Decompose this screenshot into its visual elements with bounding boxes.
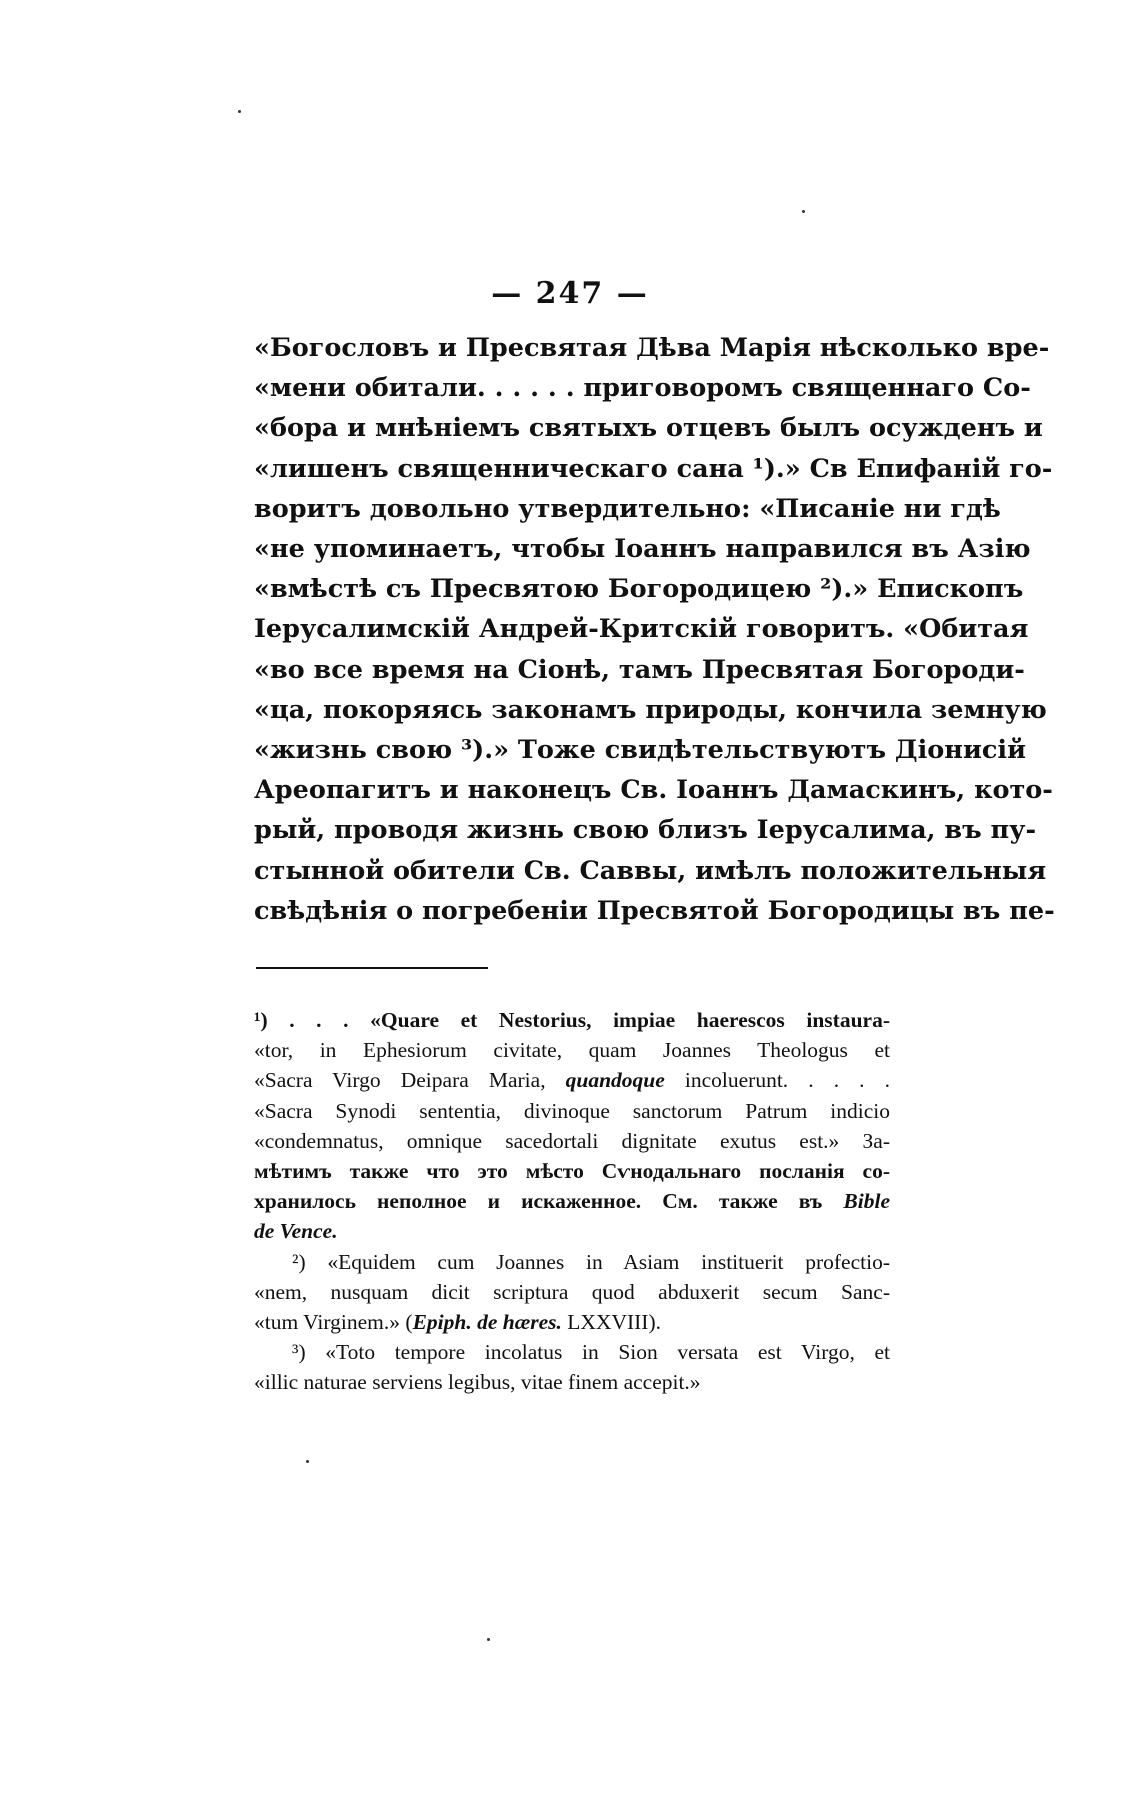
- main-text-line: Ареопагитъ и наконецъ Св. Іоаннъ Дамаскинъ, кото-: [254, 775, 1053, 806]
- footnote-line: ²) «Equidem cum Joannes in Asiam instituerit profectio-: [292, 1249, 890, 1274]
- footnote-separator-rule: [256, 967, 488, 969]
- main-text-line: «бора и мнѣніемъ святыхъ отцевъ былъ осужденъ и: [254, 413, 1043, 444]
- main-text-line: «мени обитали. . . . . . приговоромъ священнаго Со-: [254, 373, 1031, 404]
- main-text-line: «вмѣстѣ съ Пресвятою Богородицею ²).» Епископъ: [254, 574, 1024, 605]
- footnote-text: «Sacra Virgo Deipara Maria,: [254, 1068, 566, 1093]
- footnote-line: «Sacra Synodi sententia, divinoque sanctorum Patrum indicio: [254, 1098, 890, 1123]
- main-text-line: рый, проводя жизнь свою близъ Іерусалима, въ пу-: [254, 815, 1037, 846]
- main-text-line: «жизнь свою ³).» Тоже свидѣтельствуютъ Діонисій: [254, 735, 1026, 766]
- footnote-text: хранилось неполное и искаженное. См. также въ: [254, 1189, 844, 1214]
- footnotes-block: [254, 1005, 890, 1398]
- main-text-block: [254, 328, 1055, 931]
- footnote-line: «condemnatus, omnique sacedortali dignitate exutus est.» За-: [254, 1128, 890, 1153]
- footnote-italic-ref: Epiph. de hæres.: [412, 1310, 562, 1335]
- footnote-line: [254, 1216, 890, 1246]
- footnote-line: ¹) . . . «Quare et Nestorius, impiae haerescos instaura-: [254, 1008, 890, 1032]
- footnote-line: «illic naturae serviens legibus, vitae finem accepit.»: [254, 1370, 701, 1395]
- scan-speck: [238, 110, 241, 113]
- footnote-3: [254, 1337, 890, 1397]
- scan-speck: [306, 1460, 309, 1463]
- footnote-1: [254, 1005, 890, 1247]
- footnote-line: «nem, nusquam dicit scriptura quod abduxerit secum Sanc-: [254, 1279, 890, 1304]
- scan-speck: [487, 1638, 490, 1641]
- main-text-line: свѣдѣнія о погребеніи Пресвятой Богородицы въ пе-: [254, 895, 1055, 926]
- main-text-line: Іерусалимскій Андрей-Критскій говоритъ. «Обитая: [254, 614, 1029, 645]
- main-text-line: воритъ довольно утвердительно: «Писаніе ни гдѣ: [254, 493, 1001, 524]
- footnote-2: [254, 1247, 890, 1338]
- footnote-text: LXXVIII).: [561, 1310, 661, 1335]
- main-text-line: «во все время на Сіонѣ, тамъ Пресвятая Богороди-: [254, 654, 1025, 685]
- footnote-line: «tor, in Ephesiorum civitate, quam Joannes Theologus et: [254, 1038, 890, 1063]
- page-number: — 247 —: [491, 276, 649, 311]
- footnote-italic-word: Bible: [843, 1189, 890, 1214]
- footnote-italic-word: de Vence.: [254, 1219, 338, 1244]
- scan-speck: [802, 210, 805, 213]
- main-text-line: «Богословъ и Пресвятая Дѣва Марія нѣсколько вре-: [254, 333, 1050, 363]
- footnote-text: incoluerunt. . . . .: [664, 1068, 890, 1093]
- footnote-line: [254, 1186, 890, 1216]
- footnote-text: «tum Virginem.» (: [254, 1310, 413, 1335]
- footnote-line: мѣтимъ также что это мѣсто Сѵнодальнаго посланія со-: [254, 1159, 890, 1184]
- main-text-line: «ца, покоряясь законамъ природы, кончила земную: [254, 694, 1047, 725]
- main-text-line: «лишенъ священническаго сана ¹).» Св Епифаній го-: [254, 453, 1053, 484]
- footnote-line: ³) «Toto tempore incolatus in Sion versata est Virgo, et: [292, 1340, 890, 1365]
- footnote-line: [254, 1307, 890, 1337]
- main-text-line: «не упоминаетъ, чтобы Іоаннъ направился въ Азію: [254, 534, 1031, 565]
- main-text-line: стынной обители Св. Саввы, имѣлъ положительныя: [254, 855, 1047, 886]
- footnote-italic-word: quandoque: [565, 1068, 665, 1093]
- footnote-line: [254, 1065, 890, 1095]
